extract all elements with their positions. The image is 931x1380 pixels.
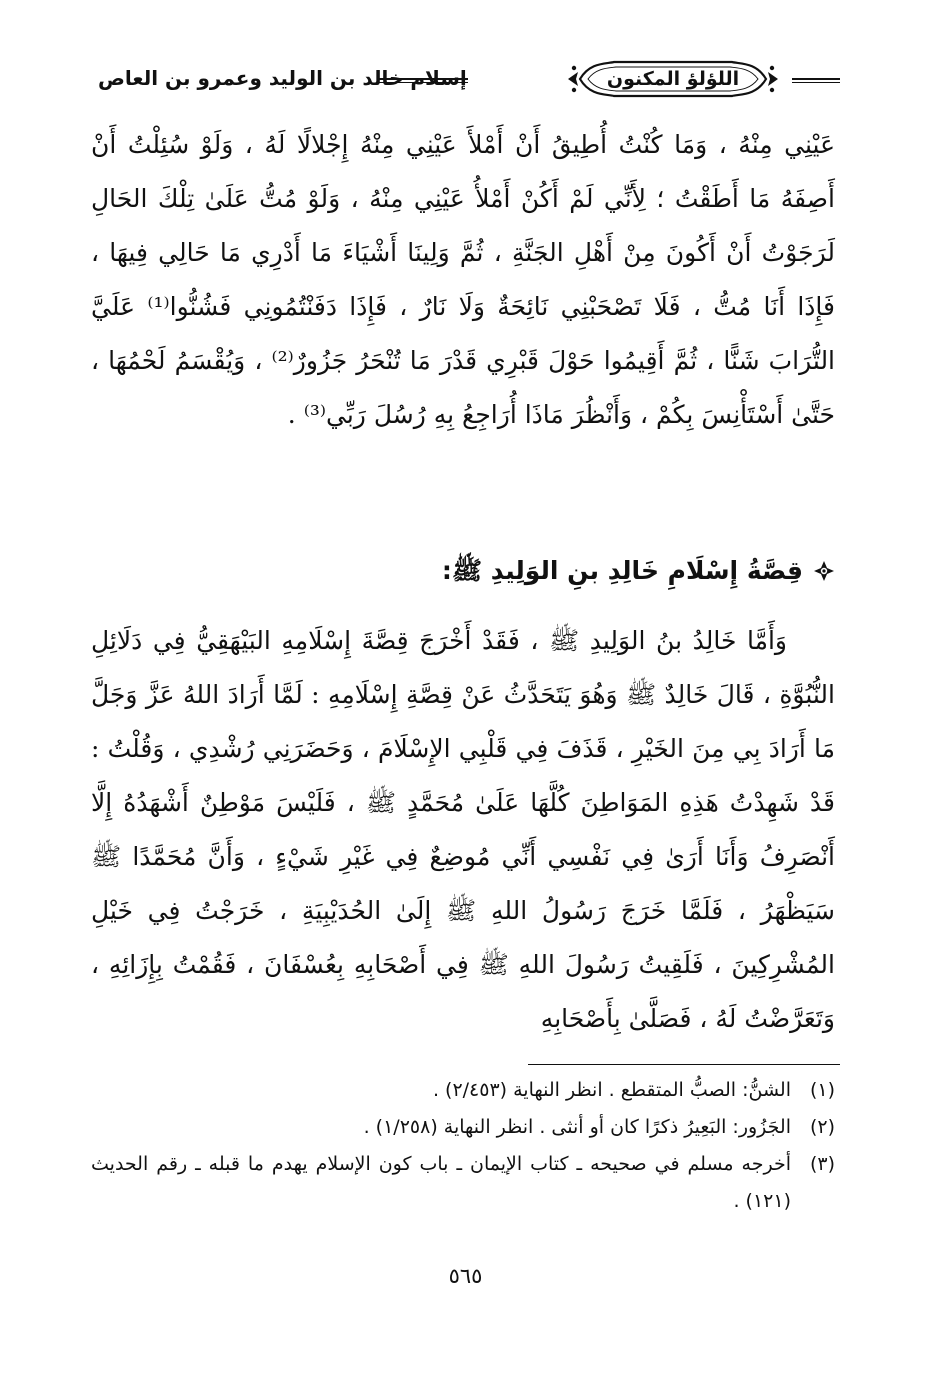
- header-rule: [792, 78, 840, 83]
- footnote-item: [91, 1072, 835, 1109]
- footnote-separator: [528, 1064, 840, 1065]
- footnotes: [91, 1072, 835, 1220]
- body-paragraph: عَيْنِي مِنْهُ ، وَمَا كُنْتُ أُطِيقُ أَنْ أَمْلأَ عَيْنِي مِنْهُ إِجْلالًا لَهُ ، وَلَوْ سُئِلْتُ أَنْ أَصِفَهُ مَا أَطَقْتُ ؛ لِأَنِّي لَمْ أَكُنْ أَمْلأُ عَيْنِي مِنْهُ ، وَلَوْ مُتُّ عَلَىٰ تِلْكَ الحَالِ لَرَجَوْتُ أَنْ أَكُونَ مِنْ أَهْلِ الجَنَّةِ ، ثُمَّ وَلِينَا أَشْيَاءَ مَا أَدْرِي مَا حَالِي فِيهَا ، فَإِذَا أَنَا مُتُّ ، فَلَا تَصْحَبْنِي نَائِحَةٌ وَلَا نَارٌ ، فَإِذَا دَفَنْتُمُونِي فَشُنُّوا⁽¹⁾ عَلَيَّ التُّرَابَ شَنًّا ، ثُمَّ أَقِيمُوا حَوْلَ قَبْرِي قَدْرَ مَا تُنْحَرُ جَزُورٌ⁽²⁾ ، وَيُقْسَمُ لَحْمُهَا ، حَتَّىٰ أَسْتَأْنِسَ بِكُمْ ، وَأَنْظُرَ مَاذَا أُرَاجِعُ بِهِ رُسُلَ رَبِّي⁽³⁾ .: [91, 130, 836, 429]
- body-paragraph: وَأَمَّا خَالِدُ بنُ الوَلِيدِ ﷺ ، فَقَدْ أَخْرَجَ قِصَّةَ إِسْلَامِهِ البَيْهَقِيُّ فِي دَلَائِلِ النُّبُوَّةِ ، قَالَ خَالِدٌ ﷺ وَهُوَ يَتَحَدَّثُ عَنْ قِصَّةِ إِسْلَامِهِ : لَمَّا أَرَادَ اللهُ عَزَّ وَجَلَّ مَا أَرَادَ بِي مِنَ الخَيْرِ ، قَذَفَ فِي قَلْبِي الإِسْلَامَ ، وَحَضَرَنِي رُشْدِي ، وَقُلْتُ : قَدْ شَهِدْتُ هَذِهِ المَوَاطِنَ كُلَّهَا عَلَىٰ مُحَمَّدٍ ﷺ ، فَلَيْسَ مَوْطِنٌ أَشْهَدُهُ إِلَّا أَنْصَرِفُ وَأَنَا أَرَىٰ فِي نَفْسِي أَنِّي مُوضِعٌ فِي غَيْرِ شَيْءٍ ، وَأَنَّ مُحَمَّدًا ﷺ سَيَظْهَرُ ، فَلَمَّا خَرَجَ رَسُولُ اللهِ ﷺ إِلَىٰ الحُدَيْبِيَةِ ، خَرَجْتُ فِي خَيْلِ المُشْرِكِينَ ، فَلَقِيتُ رَسُولَ اللهِ ﷺ فِي أَصْحَابِهِ بِعُسْفَانَ ، فَقُمْتُ بِإِزَائِهِ ، وَتَعَرَّضْتُ لَهُ ، فَصَلَّىٰ بِأَصْحَابِهِ: [91, 626, 835, 1033]
- footnote-item: [91, 1146, 835, 1220]
- ornament-flower-icon: [813, 560, 835, 582]
- running-header: [98, 52, 840, 110]
- footnote-number: (٢): [809, 1116, 835, 1138]
- footnote-item: [91, 1109, 835, 1146]
- page-number: ٥٦٥: [448, 1264, 483, 1288]
- footnote-text: الشنُّ: الصبُّ المتقطع . انظر النهاية (٢/٤٥٣) .: [432, 1079, 791, 1101]
- chapter-title: إسلام خالد بن الوليد وعمرو بن العاص: [98, 66, 467, 90]
- footnote-number: (٣): [809, 1153, 835, 1175]
- footnote-text: الجَزُور: البَعِيرُ ذكرًا كان أو أنثى . انظر النهاية (١/٢٥٨) .: [363, 1116, 791, 1138]
- section-heading-text: قِصَّةُ إِسْلَامِ خَالِدِ بنِ الوَلِيدِ ﷺ:: [441, 556, 803, 585]
- footnote-text: أخرجه مسلم في صحيحه ـ كتاب الإيمان ـ باب كون الإسلام يهدم ما قبله ـ رقم الحديث (١٢١) .: [91, 1153, 791, 1212]
- section-heading: [91, 546, 835, 596]
- book-title: اللؤلؤ المكنون: [606, 68, 740, 90]
- book-title-cartouche: [566, 58, 780, 100]
- footnote-number: (١): [809, 1079, 835, 1101]
